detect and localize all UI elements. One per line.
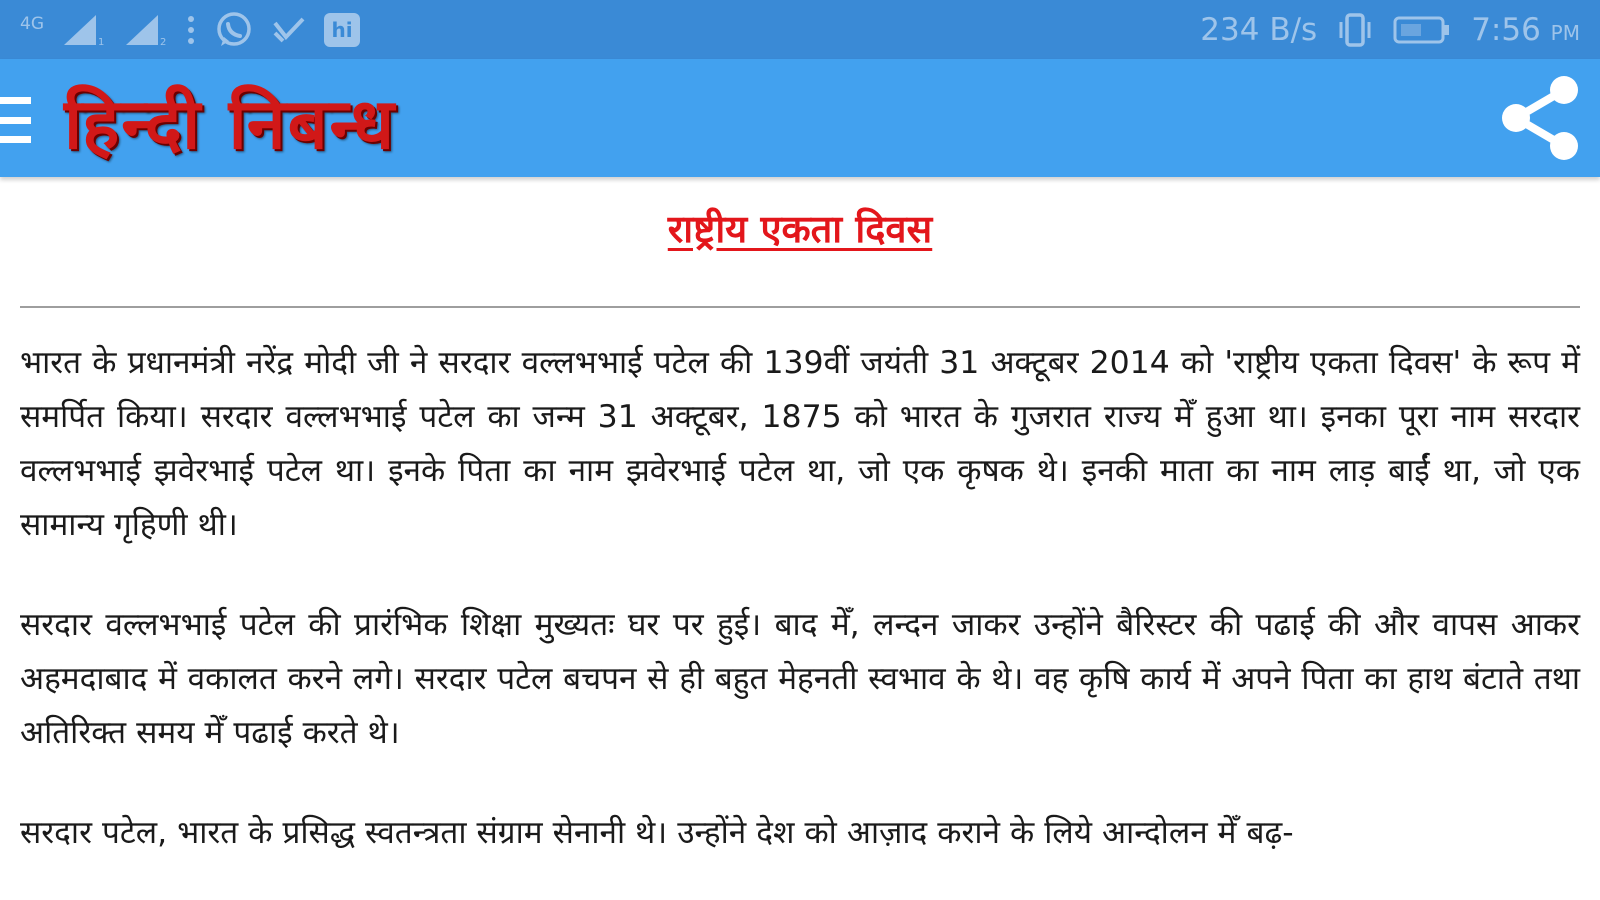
svg-text:1: 1	[98, 36, 105, 47]
article-paragraph: सरदार पटेल, भारत के प्रसिद्ध स्वतन्त्रता संग्राम सेनानी थे। उन्होंने देश को आज़ाद कराने के लिये आन्दोलन मेँ बढ़-	[20, 815, 1294, 851]
signal-sim2-icon	[124, 13, 168, 47]
more-vertical-icon	[186, 13, 196, 47]
clock	[1471, 12, 1580, 48]
hamburger-menu-icon[interactable]	[0, 97, 34, 143]
network-type: 4G	[20, 13, 44, 34]
article-title: राष्ट्रीय एकता दिवस	[667, 207, 933, 251]
download-done-icon	[272, 13, 306, 47]
network-speed: 234 B/s	[1200, 11, 1318, 48]
share-icon[interactable]	[1496, 73, 1584, 163]
status-bar	[0, 0, 1600, 59]
clock-time: 7:56	[1471, 11, 1541, 48]
status-bar-right	[1200, 0, 1580, 59]
status-bar-left	[20, 0, 360, 59]
hi-app-icon	[324, 13, 360, 47]
article-paragraph: सरदार वल्लभभाई पटेल की प्रारंभिक शिक्षा मुख्यतः घर पर हुई। बाद मेँ, लन्दन जाकर उन्होंने बैरिस्टर की पढाई की और वापस आकर अहमदाबाद में वकालत करने लगे। सरदार पटेल बचपन से ही बहुत मेहनती स्वभाव के थे। वह कृषि कार्य में अपने पिता का हाथ बंटाते तथा अतिरिक्त समय मेँ पढाई करते थे।	[20, 607, 1580, 751]
vibrate-icon	[1337, 12, 1373, 48]
title-divider	[20, 306, 1580, 308]
app-bar	[0, 59, 1600, 177]
signal-sim1-icon	[62, 13, 106, 47]
article	[20, 182, 1580, 860]
app-title: हिन्दी निबन्ध	[64, 82, 396, 165]
whatsapp-icon	[214, 10, 254, 50]
svg-text:2: 2	[160, 36, 167, 47]
clock-ampm: PM	[1550, 20, 1580, 45]
hi-app-label: hi	[331, 17, 353, 42]
article-paragraph: भारत के प्रधानमंत्री नरेंद्र मोदी जी ने सरदार वल्लभभाई पटेल की 139वीं जयंती 31 अक्टूबर 2014 को 'राष्ट्रीय एकता दिवस' के रूप में समर्पित किया। सरदार वल्लभभाई पटेल का जन्म 31 अक्टूबर, 1875 को भारत के गुजरात राज्य मेँ हुआ था। इनका पूरा नाम सरदार वल्लभभाई झवेरभाई पटेल था। इनके पिता का नाम झवेरभाई पटेल था, जो एक कृषक थे। इनकी माता का नाम लाड़ बाईं था, जो एक सामान्य गृहिणी थी।	[20, 345, 1580, 543]
battery-icon	[1393, 15, 1451, 45]
